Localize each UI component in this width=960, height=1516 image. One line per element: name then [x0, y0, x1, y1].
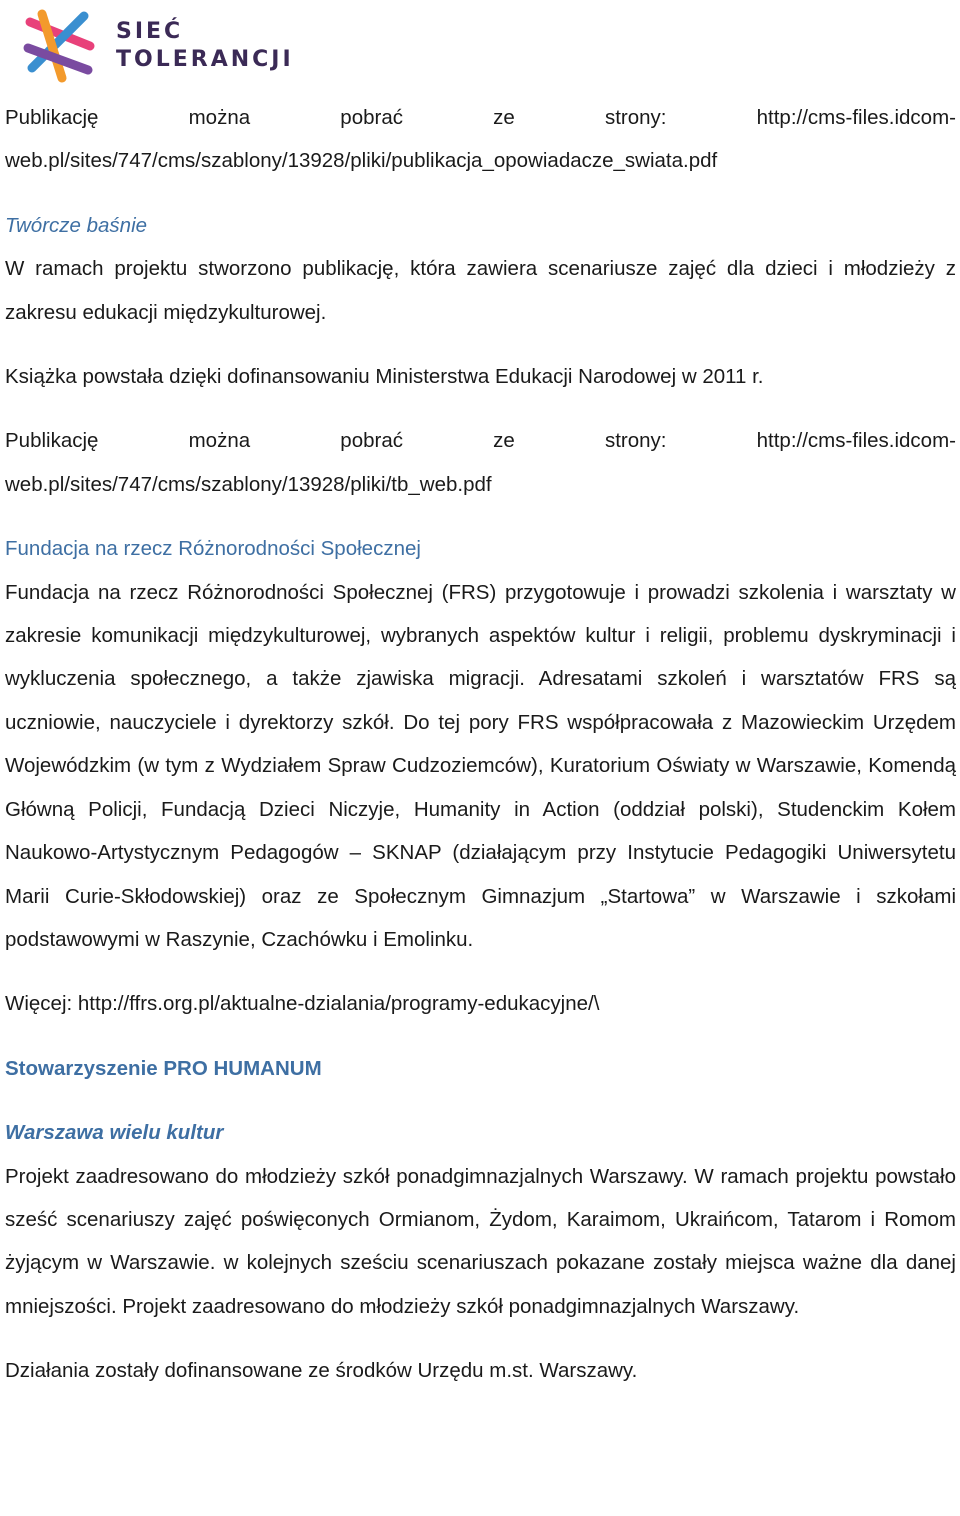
word: ze	[493, 106, 515, 129]
link-part[interactable]: http://cms-files.idcom-	[756, 106, 956, 129]
frs-heading: Fundacja na rzecz Różnorodności Społecznej	[5, 537, 421, 561]
logo-text	[116, 21, 294, 71]
warszawa-heading: Warszawa wielu kultur	[5, 1121, 224, 1145]
frs-text: Fundacja na rzecz Różnorodności Społecznej (FRS) przygotowuje i prowadzi szkolenia i warsztaty w zakresie komunikacji międzykulturowej, wybranych aspektów kultur i religii, problemu dyskryminacji i wykluczenia społecznego, a także zjawiska migracji. Adresatami szkoleń i warsztatów FRS są uczniowie, nauczyciele i dyrektorzy szkół. Do tej pory FRS współpracowała z Mazowieckim Urzędem Wojewódzkim (w tym z Wydziałem Spraw Cudzoziemców), Kuratorium Oświaty w Warszawie, Komendą Główną Policji, Fundacją Dzieci Niczyje, Humanity in Action (oddział polski), Studenckim Kołem Naukowo-Artystycznym Pedagogów – SKNAP (działającym przy Instytucie Pedagogiki Uniwersytetu Marii Curie-Skłodowskiej) oraz ze Społecznym Gimnazjum „Startowa” w Warszawie i szkołami podstawowymi w Raszynie, Czachówku i Emolinku.	[5, 580, 956, 951]
word: ze	[493, 429, 515, 453]
logo-star-icon	[22, 8, 98, 84]
ksiazka-text: Książka powstała dzięki dofinansowaniu Ministerstwa Edukacji Narodowej w 2011 r.	[5, 365, 764, 389]
word: pobrać	[340, 106, 403, 129]
tworcze-text: W ramach projektu stworzono publikację, która zawiera scenariusze zajęć dla dzieci i młodzieży z zakresu edukacji międzykulturowej.	[5, 257, 956, 324]
word: strony:	[604, 106, 667, 129]
prohumanum-heading: Stowarzyszenie PRO HUMANUM	[5, 1056, 322, 1080]
logo-line-2: TOLERANCJI	[116, 47, 294, 72]
logo-line-1: SIEĆ	[116, 19, 184, 44]
warszawa-text: Projekt zaadresowano do młodzieży szkół ponadgimnazjalnych Warszawy. W ramach projektu powstało sześć scenariuszy zajęć poświęconych Ormianom, Żydom, Karaimom, Ukraińcom, Tatarom i Romom żyjącym w Warszawie. w kolejnych sześciu scenariuszach pokazane zostały miejsca ważne dla danej mniejszości. Projekt zaadresowano do młodzieży szkół ponadgimnazjalnych Warszawy.	[5, 1164, 956, 1318]
wiecej-link[interactable]: Więcej: http://ffrs.org.pl/aktualne-dzialania/programy-edukacyjne/\	[5, 992, 600, 1016]
dzialania-text: Działania zostały dofinansowane ze środków Urzędu m.st. Warszawy.	[5, 1359, 638, 1383]
word: można	[188, 106, 251, 129]
pub1-line-1	[5, 96, 956, 139]
document-body	[5, 96, 956, 1393]
word: Publikację	[5, 429, 99, 453]
pub2-line-1	[5, 419, 956, 462]
logo	[22, 6, 294, 86]
word: strony:	[604, 429, 667, 453]
word: można	[188, 429, 251, 453]
word: Publikację	[5, 106, 99, 129]
word: pobrać	[340, 429, 403, 453]
tworcze-heading: Twórcze baśnie	[5, 213, 148, 237]
pub1-line-2[interactable]: web.pl/sites/747/cms/szablony/13928/pliki/publikacja_opowiadacze_swiata.pdf	[5, 149, 718, 173]
link-part[interactable]: http://cms-files.idcom-	[756, 429, 956, 453]
pub2-line-2[interactable]: web.pl/sites/747/cms/szablony/13928/pliki/tb_web.pdf	[5, 472, 492, 496]
